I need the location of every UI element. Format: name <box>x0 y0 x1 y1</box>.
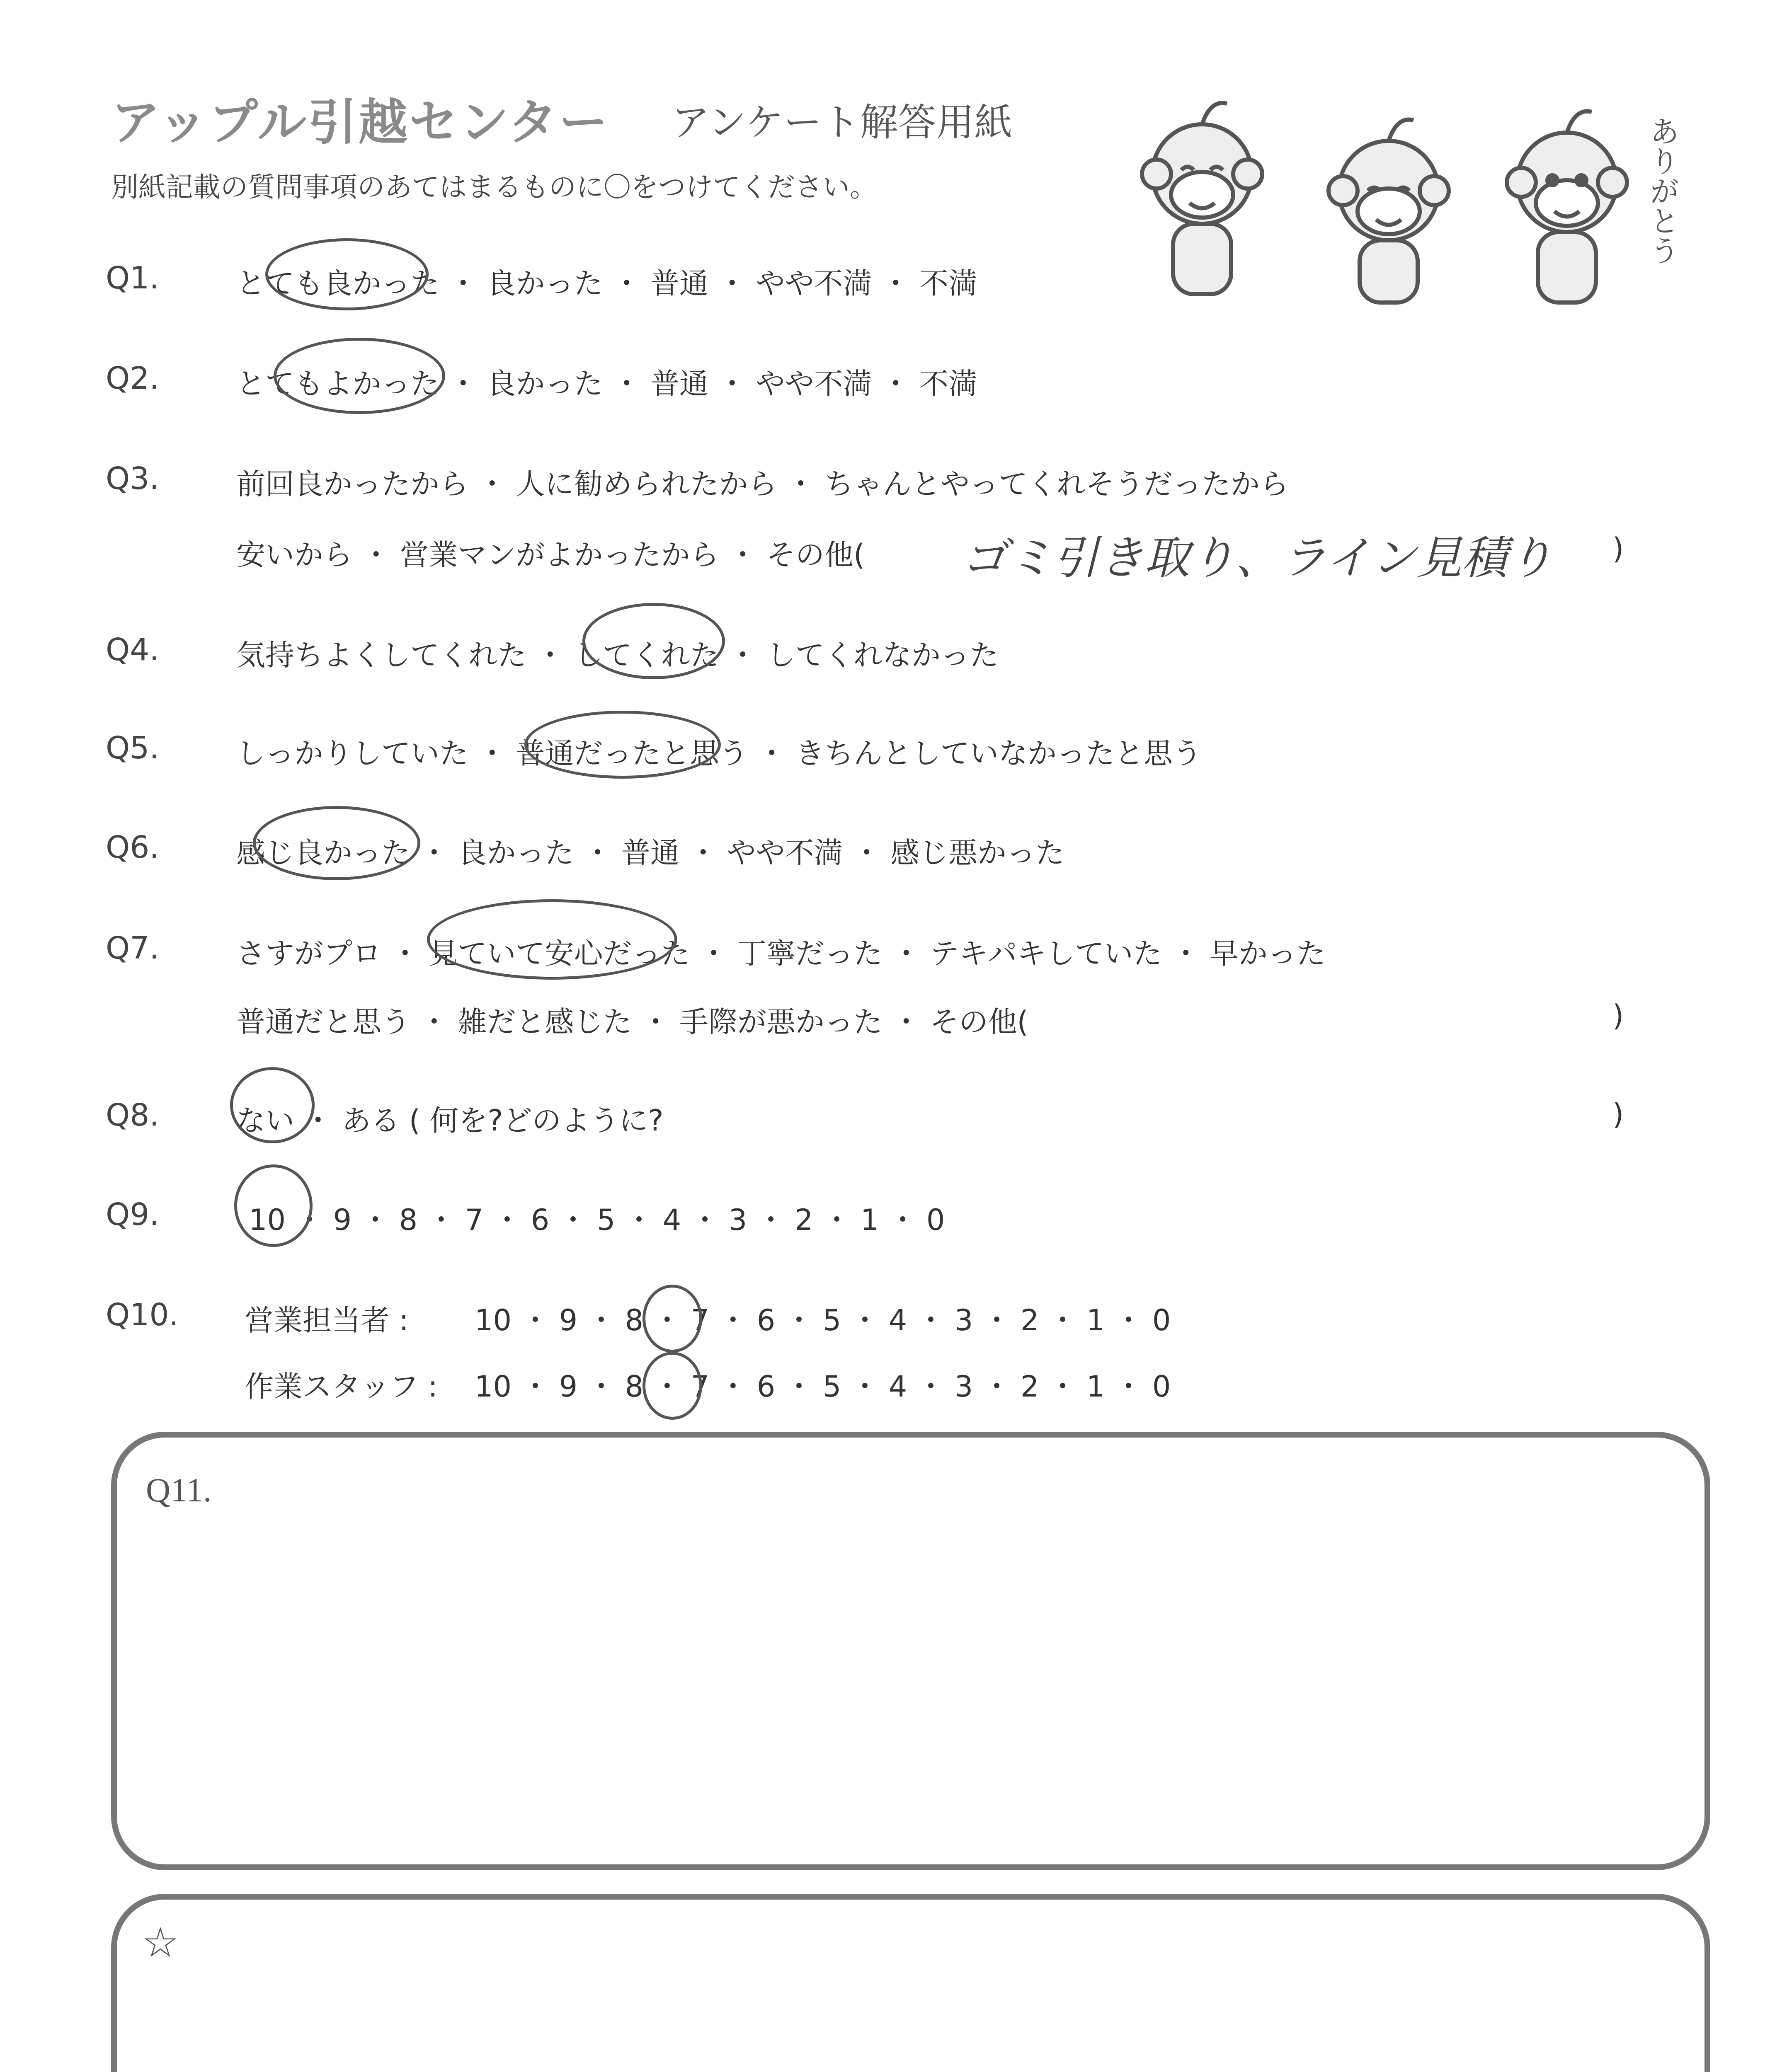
q10-sales-scale: 10 ・ 9 ・ 8 ・ 7 ・ 6 ・ 5 ・ 4 ・ 3 ・ 2 ・ 1 ・ 0 <box>475 1303 1171 1337</box>
star-comment-box <box>111 1894 1710 2072</box>
q8-options: ない ・ ある ( 何を?どのように? <box>236 1104 664 1138</box>
q8-number: Q8. <box>106 1097 159 1133</box>
q4-number: Q4. <box>106 632 159 668</box>
answer-circle <box>582 603 725 679</box>
q6-number: Q6. <box>106 830 159 865</box>
smiling-monkey-mascots-icon <box>1119 91 1700 323</box>
answer-circle <box>642 1352 702 1420</box>
answer-circle <box>274 338 445 414</box>
q8-close-paren: ) <box>1612 1097 1624 1131</box>
q2-options: とてもよかった ・ 良かった ・ 普通 ・ やや不満 ・ 不満 <box>236 367 978 401</box>
q10-staff-scale: 10 ・ 9 ・ 8 ・ 7 ・ 6 ・ 5 ・ 4 ・ 3 ・ 2 ・ 1 ・ 0 <box>475 1370 1171 1404</box>
q3-options-line1: 前回良かったから ・ 人に勧められたから ・ ちゃんとやってくれそうだったから <box>236 467 1289 501</box>
q9-number: Q9. <box>106 1197 159 1232</box>
monkey-icon <box>1329 120 1449 303</box>
answer-circle <box>524 711 721 779</box>
q7-options-line2: 普通だと思う ・ 雑だと感じた ・ 手際が悪かった ・ その他( <box>236 1005 1028 1039</box>
q2-number: Q2. <box>106 361 159 396</box>
answer-circle <box>265 238 429 310</box>
q1-number: Q1. <box>106 260 159 296</box>
q5-options: しっかりしていた ・ 普通だったと思う ・ きちんとしていなかったと思う <box>236 736 1202 770</box>
answer-circle <box>230 1067 315 1143</box>
answer-circle <box>427 899 677 980</box>
q9-scale: 10 ・ 9 ・ 8 ・ 7 ・ 6 ・ 5 ・ 4 ・ 3 ・ 2 ・ 1 ・ 0 <box>249 1203 945 1237</box>
q7-options-line1: さすがプロ ・ 見ていて安心だった ・ 丁寧だった ・ テキパキしていた ・ 早かった <box>236 937 1326 971</box>
q10-number: Q10. <box>106 1297 179 1333</box>
q3-other-handwritten: ゴミ引き取り、ライン見積り <box>962 531 1553 584</box>
monkey-icon <box>1507 111 1627 303</box>
answer-circle <box>642 1285 702 1353</box>
q3-number: Q3. <box>106 461 159 496</box>
q5-number: Q5. <box>106 730 159 766</box>
q7-number: Q7. <box>106 930 159 966</box>
q7-close-paren: ) <box>1612 999 1624 1033</box>
company-name: アップル引越センター <box>111 94 610 151</box>
q10-staff-label: 作業スタッフ : <box>245 1370 438 1404</box>
answer-circle <box>234 1164 313 1247</box>
star-label: ☆ <box>142 1920 179 1966</box>
q11-comment-box <box>111 1432 1710 1870</box>
instruction-text: 別紙記載の質問事項のあてはまるものに〇をつけてください。 <box>111 171 877 203</box>
q11-label: Q11. <box>146 1471 212 1509</box>
q3-options-line2: 安いから ・ 営業マンがよかったから ・ その他( <box>236 538 865 572</box>
q1-options: とても良かった ・ 良かった ・ 普通 ・ やや不満 ・ 不満 <box>236 266 978 300</box>
q3-close-paren: ) <box>1612 532 1624 566</box>
thanks-text: ありがとう <box>1645 116 1680 265</box>
q6-options: 感じ良かった ・ 良かった ・ 普通 ・ やや不満 ・ 感じ悪かった <box>236 836 1065 870</box>
q4-options: 気持ちよくしてくれた ・ してくれた ・ してくれなかった <box>236 638 999 672</box>
q10-sales-label: 営業担当者 : <box>245 1303 409 1337</box>
monkey-icon <box>1142 103 1262 294</box>
answer-circle <box>253 806 420 880</box>
form-title: アンケート解答用紙 <box>672 100 1013 145</box>
